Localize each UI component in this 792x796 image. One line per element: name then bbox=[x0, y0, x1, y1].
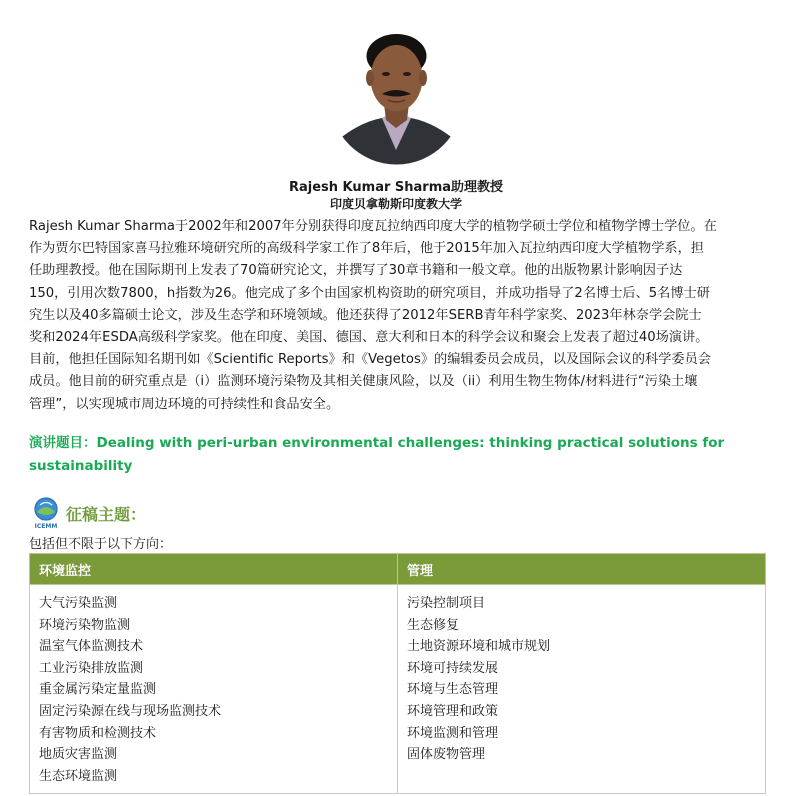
speaker-bio bbox=[29, 216, 774, 416]
topics-header-row bbox=[30, 554, 766, 585]
speaker-affiliation: 印度贝拿勒斯印度教大学 bbox=[329, 197, 462, 211]
list-item: 环境管理和政策 bbox=[407, 703, 499, 719]
bio-line: 奖和2024年ESDA高级科学家奖。他在印度、美国、德国、意大利和日本的科学会议和聚会上发表了超过40场演讲。 bbox=[29, 330, 709, 346]
list-item: 土地资源环境和城市规划 bbox=[407, 639, 551, 655]
speaker-name: Rajesh Kumar Sharma助理教授 bbox=[288, 180, 504, 195]
column-header-management: 管理 bbox=[398, 554, 766, 585]
list-item: 大气污染监测 bbox=[39, 596, 118, 611]
talk-title bbox=[29, 432, 749, 477]
monitoring-topic-list bbox=[39, 593, 388, 787]
list-item: 工业污染排放监测 bbox=[39, 660, 144, 676]
topics-title: 征稿主题： bbox=[66, 504, 147, 524]
list-item: 地质灾害监测 bbox=[39, 747, 118, 763]
speaker-portrait-image bbox=[330, 22, 463, 172]
bio-line: 目前，他担任国际知名期刊如《Scientific Reports》和《Vegetos》的编辑委员会成员，以及国际会议的科学委员会 bbox=[29, 352, 711, 368]
svg-text:ICEMM: ICEMM bbox=[34, 523, 58, 530]
bio-line: 150，引用次数7800，h指数为26。他完成了多个由国家机构资助的研究项目，并成功指导了2名博士后、5名博士研 bbox=[29, 285, 710, 301]
bio-line: 作为贾尔巴特国家喜马拉雅环境研究所的高级科学家工作了8年后，他于2015年加入瓦拉纳西印度大学植物学系，担 bbox=[29, 241, 704, 257]
list-item: 有害物质和检测技术 bbox=[39, 725, 157, 741]
topics-heading bbox=[30, 496, 146, 530]
icemm-logo-icon bbox=[30, 496, 62, 530]
list-item: 生态修复 bbox=[407, 617, 460, 633]
talk-title-line: sustainability bbox=[29, 457, 133, 474]
list-item: 环境与生态管理 bbox=[407, 682, 499, 698]
list-item: 环境污染物监测 bbox=[39, 617, 131, 633]
list-item: 固定污染源在线与现场监测技术 bbox=[39, 703, 222, 719]
bio-line: 成员。他目前的研究重点是（i）监测环境污染物及其相关健康风险，以及（ii）利用生物生物体/材料进行“污染土壤 bbox=[29, 374, 698, 390]
list-item: 污染控制项目 bbox=[407, 596, 486, 611]
list-item: 重金属污染定量监测 bbox=[39, 682, 157, 698]
bio-line: Rajesh Kumar Sharma于2002年和2007年分别获得印度瓦拉纳西印度大学的植物学硕士学位和植物学博士学位。在 bbox=[29, 219, 717, 234]
list-item: 生态环境监测 bbox=[39, 768, 118, 784]
column-header-monitoring: 环境监控 bbox=[30, 554, 398, 585]
list-item: 环境监测和管理 bbox=[407, 725, 499, 741]
management-topic-list bbox=[407, 593, 756, 766]
bio-line: 管理”，以实现城市周边环境的可持续性和食品安全。 bbox=[29, 396, 340, 412]
speaker-photo bbox=[330, 22, 463, 172]
list-item: 温室气体监测技术 bbox=[39, 639, 144, 655]
list-item: 固体废物管理 bbox=[407, 747, 486, 763]
bio-line: 究生以及40多篇硕士论文，涉及生态学和环境领域。他还获得了2012年SERB青年科学家奖、2023年林奈学会院士 bbox=[29, 307, 702, 323]
list-item: 环境可持续发展 bbox=[407, 660, 499, 676]
topics-body-row bbox=[30, 585, 766, 794]
management-column bbox=[398, 585, 766, 794]
topics-table bbox=[29, 553, 766, 794]
bio-line: 任助理教授。他在国际期刊上发表了70篇研究论文，并撰写了30章书籍和一般文章。他的出版物累计影响因子达 bbox=[29, 263, 683, 279]
topics-intro: 包括但不限于以下方向： bbox=[29, 537, 173, 552]
monitoring-column bbox=[30, 585, 398, 794]
talk-title-line: 演讲题目：Dealing with peri-urban environmental challenges: thinking practical solutions for bbox=[29, 435, 725, 451]
